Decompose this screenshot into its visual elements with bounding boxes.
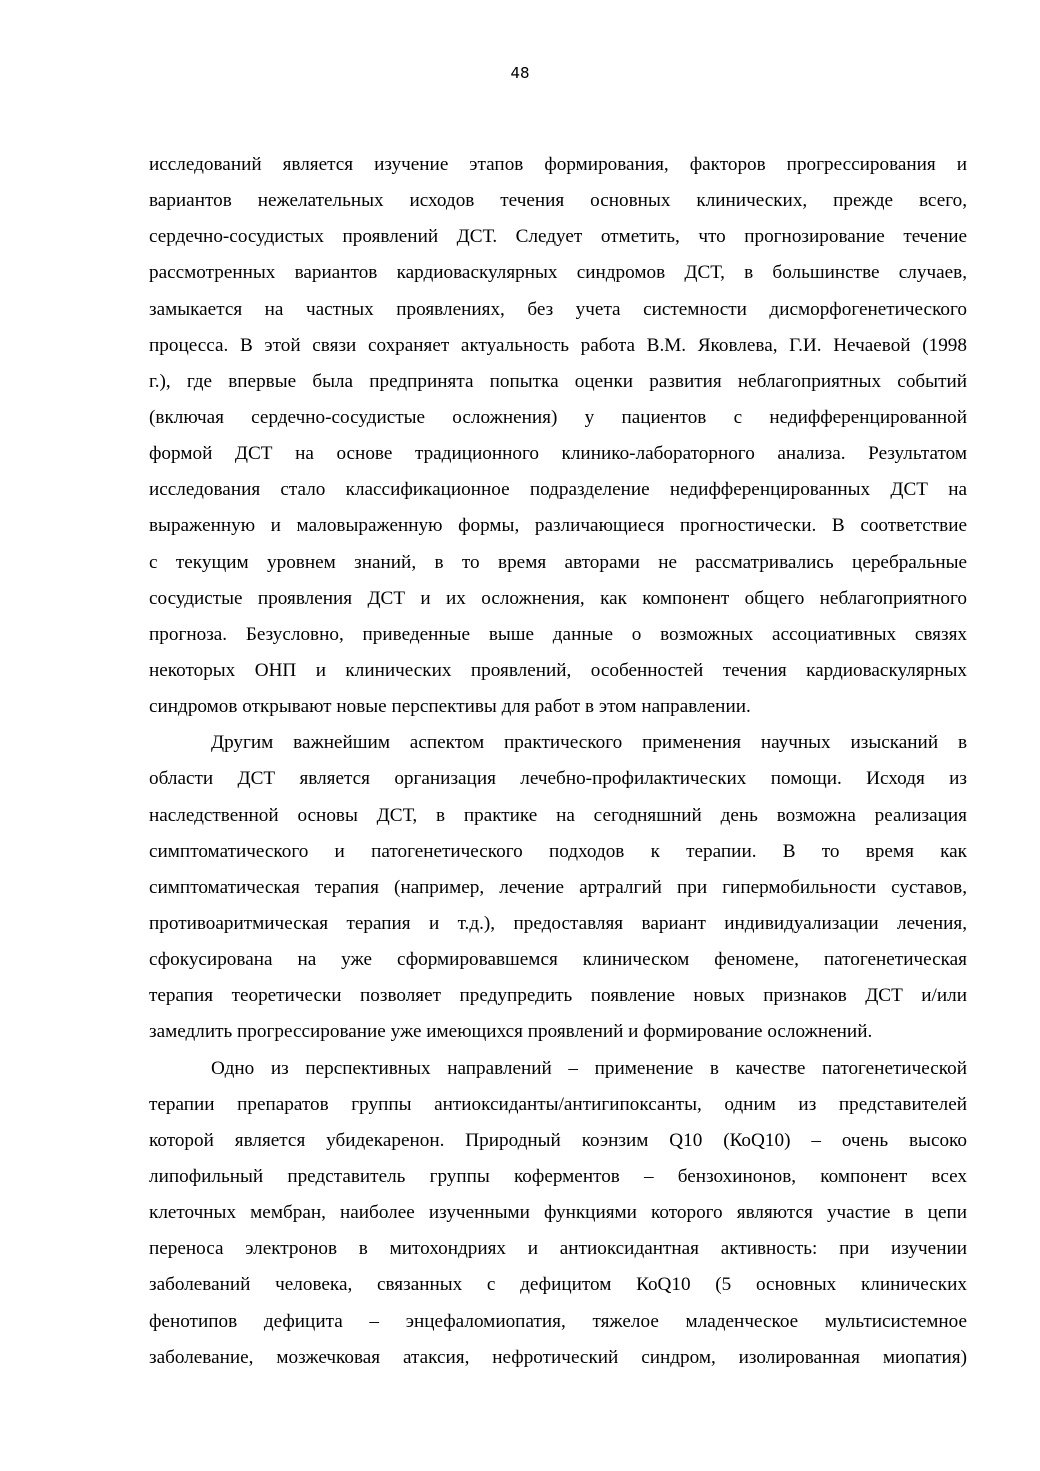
text-line: рассмотренных вариантов кардиоваскулярных синдромов ДСТ, в большинстве случаев, xyxy=(149,262,967,284)
text-line: вариантов нежелательных исходов течения основных клинических, прежде всего, xyxy=(149,190,967,212)
text-line: процесса. В этой связи сохраняет актуальность работа В.М. Яковлева, Г.И. Нечаевой (1998 xyxy=(149,334,967,356)
text-line: исследования стало классификационное подразделение недифференцированных ДСТ на xyxy=(149,479,967,501)
text-line: наследственной основы ДСТ, в практике на сегодняшний день возможна реализация xyxy=(149,804,967,826)
paragraph-3 xyxy=(149,1051,967,1376)
text-line: г.), где впервые была предпринята попытка оценки развития неблагоприятных событий xyxy=(149,370,967,392)
text-line: (включая сердечно-сосудистые осложнения) у пациентов с недифференцированной xyxy=(149,406,967,428)
text-line: Другим важнейшим аспектом практического применения научных изысканий в xyxy=(211,732,967,754)
text-line: Одно из перспективных направлений – применение в качестве патогенетической xyxy=(211,1057,967,1079)
text-line: переноса электронов в митохондриях и антиоксидантная активность: при изучении xyxy=(149,1238,967,1260)
text-line: сосудистые проявления ДСТ и их осложнения, как компонент общего неблагоприятного xyxy=(149,587,967,609)
text-line: симптоматическая терапия (например, лечение артралгий при гипермобильности суставов, xyxy=(149,876,967,898)
text-line: фенотипов дефицита – энцефаломиопатия, тяжелое младенческое мультисистемное xyxy=(149,1310,967,1332)
text-line: заболеваний человека, связанных с дефицитом КоQ10 (5 основных клинических xyxy=(149,1274,967,1296)
text-line: замыкается на частных проявлениях, без учета системности дисморфогенетического xyxy=(149,298,967,320)
text-line: терапии препаратов группы антиоксиданты/антигипоксанты, одним из представителей xyxy=(149,1093,967,1115)
text-line: противоаритмическая терапия и т.д.), предоставляя вариант индивидуализации лечения, xyxy=(149,912,967,934)
text-line: синдромов открывают новые перспективы для работ в этом направлении. xyxy=(149,696,751,718)
text-line: заболевание, мозжечковая атаксия, нефротический синдром, изолированная миопатия) xyxy=(149,1346,967,1368)
text-line: липофильный представитель группы коферментов – бензохинонов, компонент всех xyxy=(149,1165,967,1187)
text-line: с текущим уровнем знаний, в то время авторами не рассматривались церебральные xyxy=(149,551,967,573)
text-line: терапия теоретически позволяет предупредить появление новых признаков ДСТ и/или xyxy=(149,985,967,1007)
text-line: некоторых ОНП и клинических проявлений, особенностей течения кардиоваскулярных xyxy=(149,659,967,681)
paragraph-1 xyxy=(149,147,967,725)
text-line: сфокусирована на уже сформировавшемся клиническом феномене, патогенетическая xyxy=(149,949,967,971)
text-line: симптоматического и патогенетического подходов к терапии. В то время как xyxy=(149,840,967,862)
text-line: формой ДСТ на основе традиционного клинико-лабораторного анализа. Результатом xyxy=(149,443,967,465)
page-number: 48 xyxy=(510,64,530,82)
text-line: области ДСТ является организация лечебно-профилактических помощи. Исходя из xyxy=(149,768,967,790)
text-line: клеточных мембран, наиболее изученными функциями которого являются участие в цепи xyxy=(149,1202,967,1224)
text-line: сердечно-сосудистых проявлений ДСТ. Следует отметить, что прогнозирование течение xyxy=(149,226,967,248)
text-line: прогноза. Безусловно, приведенные выше данные о возможных ассоциативных связях xyxy=(149,623,967,645)
text-line: исследований является изучение этапов формирования, факторов прогрессирования и xyxy=(149,154,967,175)
paragraph-2 xyxy=(149,725,967,1050)
body-text xyxy=(149,147,967,1376)
text-line: которой является убидекаренон. Природный коэнзим Q10 (КоQ10) – очень высоко xyxy=(149,1129,967,1151)
text-line: замедлить прогрессирование уже имеющихся проявлений и формирование осложнений. xyxy=(149,1021,873,1043)
text-line: выраженную и маловыраженную формы, различающиеся прогностически. В соответствие xyxy=(149,515,967,537)
